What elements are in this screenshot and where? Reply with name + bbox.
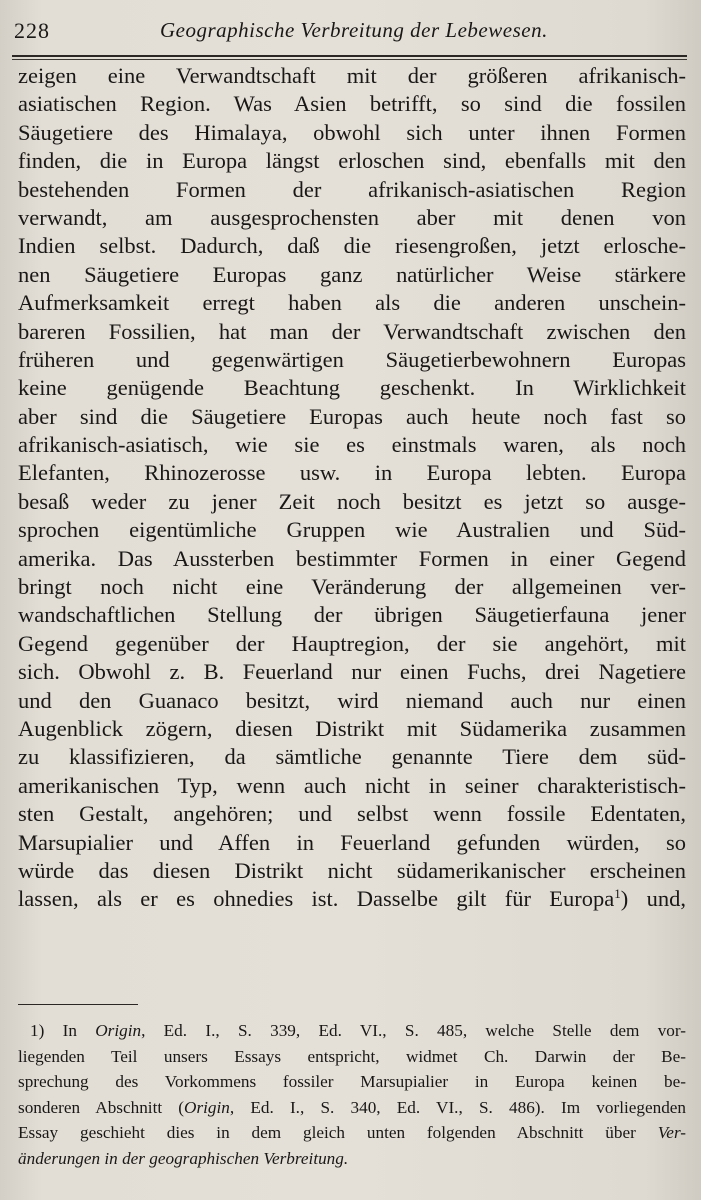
footnote-origin: Origin xyxy=(95,1021,142,1040)
text-line: verwandt, am ausgesprochensten aber mit denen von xyxy=(18,204,686,230)
text-line: und den Guanaco besitzt, wird niemand auch nur einen xyxy=(18,687,686,713)
footnote-text: , Ed. I., S. 340, Ed. VI., S. 486). Im vorliegenden xyxy=(229,1097,686,1117)
header-rule-thin xyxy=(12,59,687,60)
footnote-line: änderungen in der geographischen Verbreitung. xyxy=(18,1148,349,1168)
text-line: sprochen eigentümliche Gruppen wie Australien und Süd- xyxy=(18,517,686,543)
text-line: Elefanten, Rhinozerosse usw. in Europa lebten. Europa xyxy=(18,460,686,486)
page-number: 228 xyxy=(14,18,50,43)
footnote-line xyxy=(18,1120,686,1146)
text-line: bringt noch nicht eine Veränderung der allgemeinen ver- xyxy=(18,574,686,600)
text-line: amerikanischen Typ, wenn auch nicht in seiner charakteristisch- xyxy=(18,772,686,798)
text-line: bestehenden Formen der afrikanisch-asiatischen Region xyxy=(18,176,686,202)
text-line: Säugetiere des Himalaya, obwohl sich unter ihnen Formen xyxy=(18,119,686,145)
text-line: keine genügende Beachtung geschenkt. In Wirklichkeit xyxy=(18,375,686,401)
text-line: Marsupialier und Affen in Feuerland gefunden würden, so xyxy=(18,829,686,855)
footnote-label: 1) In xyxy=(30,1021,77,1040)
text-line: würde das diesen Distrikt nicht südamerikanischer erscheinen xyxy=(18,857,686,883)
footnote-line xyxy=(18,1095,686,1121)
footnote-rule xyxy=(18,1004,138,1005)
text-line: amerika. Das Aussterben bestimmter Formen in einer Gegend xyxy=(18,545,686,571)
footnote xyxy=(18,1018,686,1172)
footnote-origin: Origin xyxy=(184,1097,230,1117)
header-rule xyxy=(12,55,687,57)
footnote-italic: Ver- xyxy=(657,1123,686,1143)
page-header xyxy=(14,14,686,46)
last-line-tail: ) und, xyxy=(620,886,686,912)
text-line: Gegend gegenüber der Hauptregion, der sie angehört, mit xyxy=(18,630,686,656)
text-line: besaß weder zu jener Zeit noch besitzt es jetzt so ausge- xyxy=(18,488,686,514)
text-line: aber sind die Säugetiere Europas auch heute noch fast so xyxy=(18,403,686,429)
footnote-text: sonderen Abschnitt ( xyxy=(18,1097,185,1117)
text-line-last xyxy=(18,885,686,913)
text-line: Aufmerksamkeit erregt haben als die anderen unschein- xyxy=(18,290,686,316)
text-line: asiatischen Region. Was Asien betrifft, so sind die fossilen xyxy=(18,91,686,117)
text-line: sten Gestalt, angehören; und selbst wenn fossile Edentaten, xyxy=(18,801,686,827)
text-line: wandschaftlichen Stellung der übrigen Säugetierfauna jener xyxy=(18,602,686,628)
text-line: zu klassifizieren, da sämtliche genannte Tiere dem süd- xyxy=(18,744,686,770)
text-line: nen Säugetiere Europas ganz natürlicher Weise stärkere xyxy=(18,261,686,287)
running-title: Geographische Verbreitung der Lebewesen. xyxy=(160,18,548,42)
text-line: finden, die in Europa längst erloschen sind, ebenfalls mit den xyxy=(18,148,686,174)
footnote-line xyxy=(18,1018,686,1044)
text-line: früheren und gegenwärtigen Säugetierbewohnern Europas xyxy=(18,346,686,372)
last-line-text: lassen, als er es ohnedies ist. Dasselbe gilt für Europa xyxy=(18,886,615,912)
footnote-marker: 1 xyxy=(614,886,621,902)
text-line: bareren Fossilien, hat man der Verwandtschaft zwischen den xyxy=(18,318,686,344)
footnote-line: liegenden Teil unsers Essays entspricht, widmet Ch. Darwin der Be- xyxy=(18,1046,686,1066)
footnote-line: sprechung des Vorkommens fossiler Marsupialier in Europa keinen be- xyxy=(18,1072,686,1092)
text-line: Indien selbst. Dadurch, daß die riesengroßen, jetzt erlosche- xyxy=(18,233,686,259)
text-line: zeigen eine Verwandtschaft mit der größeren afrikanisch- xyxy=(18,63,686,88)
footnote-text: , Ed. I., S. 339, Ed. VI., S. 485, welche Stelle dem vor- xyxy=(141,1021,686,1040)
text-line: sich. Obwohl z. B. Feuerland nur einen Fuchs, drei Nagetiere xyxy=(18,659,686,685)
text-line: Augenblick zögern, diesen Distrikt mit Südamerika zusammen xyxy=(18,715,686,741)
body-text xyxy=(18,62,686,914)
footnote-text: Essay geschieht dies in dem gleich unten folgenden Abschnitt über xyxy=(18,1123,636,1143)
text-line: afrikanisch-asiatisch, wie sie es einstmals waren, als noch xyxy=(18,432,686,458)
